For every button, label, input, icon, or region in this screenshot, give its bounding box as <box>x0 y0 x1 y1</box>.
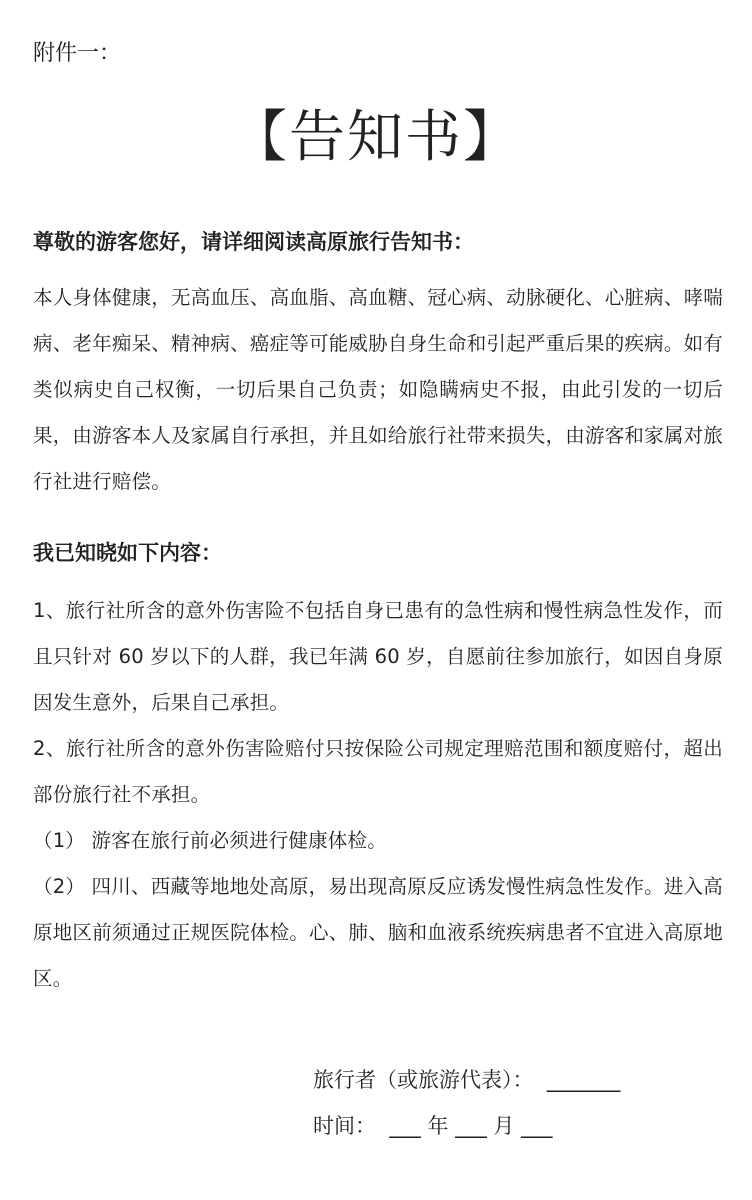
intro-heading: 尊敬的游客您好，请详细阅读高原旅行告知书： <box>33 230 474 254</box>
known-subitem-2: （2） 四川、西藏等地地处高原，易出现高原反应诱发慢性病急性发作。进入高原地区前须通过正规医院体检。心、肺、脑和血液系统疾病患者不宜进入高原地区。 <box>33 875 723 990</box>
known-item-1: 1、旅行社所含的意外伤害险不包括自身已患有的急性病和慢性病急性发作，而且只针对 60 岁以下的人群，我已年满 60 岁，自愿前往参加旅行，如因自身原因发生意外，后果自己承担。 <box>33 599 723 714</box>
document-title: 【告知书】 <box>231 105 521 170</box>
known-subitem-1: （1） 游客在旅行前必须进行健康体检。 <box>33 829 387 852</box>
date-line: 时间： ___ 年 ___ 月 ___ <box>313 1114 553 1138</box>
signature-block <box>313 1057 620 1149</box>
traveler-signature-line: 旅行者（或旅游代表）： _______ <box>313 1068 621 1092</box>
intro-body: 本人身体健康，无高血压、高血脂、高血糖、冠心病、动脉硬化、心脏病、哮喘病、老年痴呆、精神病、癌症等可能威胁自身生命和引起严重后果的疾病。如有类似病史自己权衡，一切后果自己负责；如隐瞒病史不报，由此引发的一切后果，由游客本人及家属自行承担，并且如给旅行社带来损失，由游客和家属对旅行社进行赔偿。 <box>33 286 723 493</box>
known-item-2: 2、旅行社所含的意外伤害险赔付只按保险公司规定理赔范围和额度赔付，超出部份旅行社不承担。 <box>33 737 723 806</box>
known-section <box>33 538 723 1002</box>
known-heading: 我已知晓如下内容： <box>33 541 222 565</box>
intro-section <box>33 227 723 505</box>
attachment-label: 附件一： <box>33 41 122 66</box>
